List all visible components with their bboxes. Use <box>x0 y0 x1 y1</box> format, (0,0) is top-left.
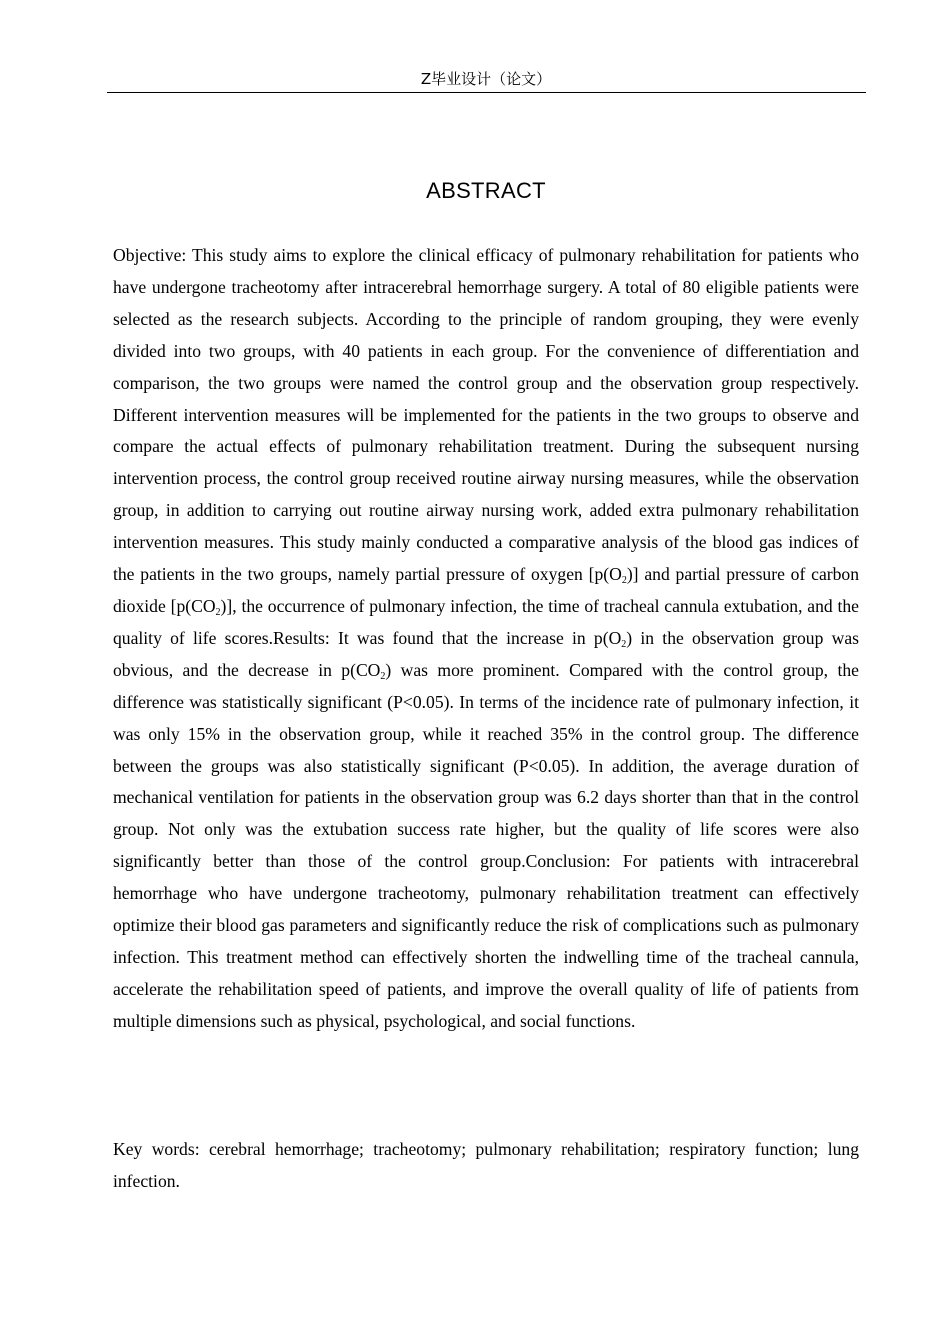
abstract-text-part-3: )], the occurrence of pulmonary infection, the time of tracheal cannula extubation, and the quality of life scores.Results: It was found that the increase in p(O <box>113 595 859 648</box>
subscript-2: 2 <box>621 575 627 587</box>
page-header: Z毕业设计（论文） <box>420 70 552 88</box>
subscript-2: 2 <box>621 638 627 650</box>
keywords-paragraph: Key words: cerebral hemorrhage; tracheotomy; pulmonary rehabilitation; respiratory function; lung infection. <box>113 1139 859 1191</box>
abstract-text-part-2: )] and partial pressure of carbon dioxide [p(CO <box>113 564 859 616</box>
abstract-text-part-5: ) was more prominent. Compared with the control group, the difference was statistically significant (P<0.05). In terms of the incidence rate of pulmonary infection, it was only 15% in the observation group, while it reached 35% in the control group. The difference between the groups was also statistically significant (P<0.05). In addition, the average duration of mechanical ventilation for patients in the observation group was 6.2 days shorter than that in the control group. Not only was the extubation success rate higher, but the quality of life scores were also significantly better than those of the control group.Conclusion: For patients with intracerebral hemorrhage who have undergone tracheotomy, pulmonary rehabilitation treatment can effectively optimize their blood gas parameters and significantly reduce the risk of complications such as pulmonary infection. This treatment method can effectively shorten the indwelling time of the tracheal cannula, accelerate the rehabilitation speed of patients, and improve the overall quality of life of patients from multiple dimensions such as physical, psychological, and social functions. <box>113 659 859 1031</box>
abstract-paragraph <box>113 240 859 1038</box>
subscript-2: 2 <box>380 670 386 682</box>
abstract-text-part-4: ) in the observation group was obvious, and the decrease in p(CO <box>113 627 859 680</box>
abstract-text-part-1: Objective: This study aims to explore the clinical efficacy of pulmonary rehabilitation for patients who have undergone tracheotomy after intracerebral hemorrhage surgery. A total of 80 eligible patients were selected as the research subjects. According to the principle of random grouping, they were evenly divided into two groups, with 40 patients in each group. For the convenience of differentiation and comparison, the two groups were named the control group and the observation group respectively. Different intervention measures will be implemented for the patients in the two groups to observe and compare the actual effects of pulmonary rehabilitation treatment. During the subsequent nursing intervention process, the control group received routine airway nursing measures, while the observation group, in addition to carrying out routine airway nursing work, added extra pulmonary rehabilitation intervention measures. This study mainly conducted a comparative analysis of the blood gas indices of the patients in the two groups, namely partial pressure of oxygen [p(O <box>113 245 859 585</box>
subscript-2: 2 <box>215 606 221 618</box>
header-divider <box>107 92 866 93</box>
abstract-title: ABSTRACT <box>426 178 546 203</box>
